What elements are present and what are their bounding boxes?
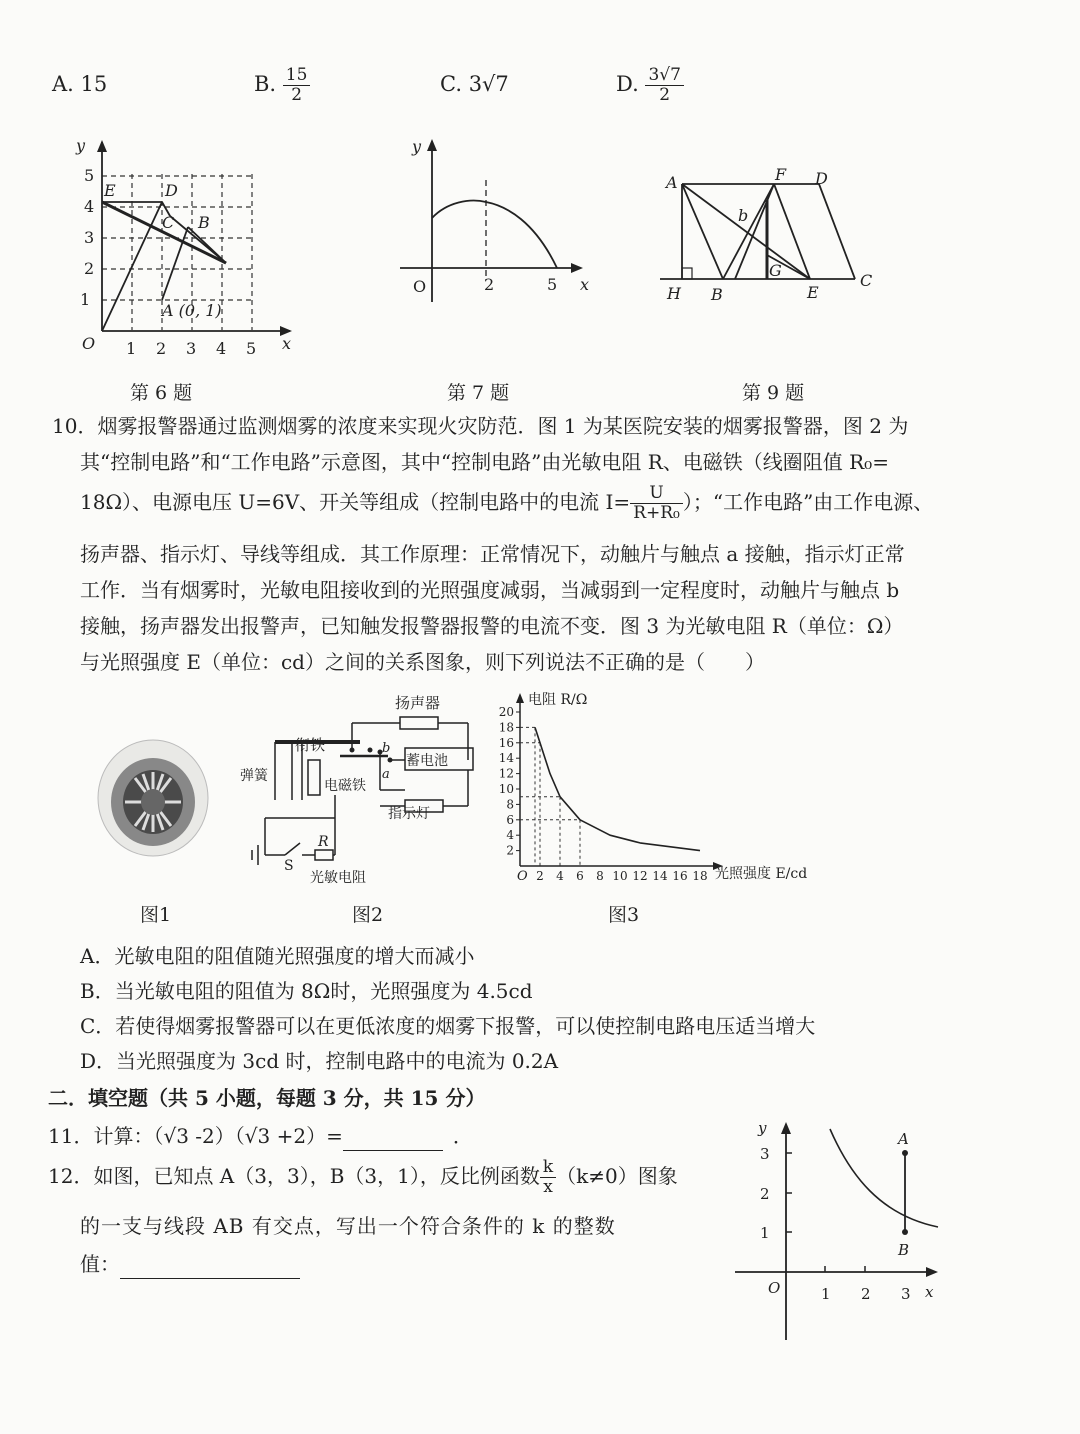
circuit-photoresistor-label: 光敏电阻 [310,870,366,886]
point-b [902,1229,908,1235]
figure-q6 [70,130,310,360]
fig3-origin: O [517,869,528,884]
fig3-ylabel: 电阻 R/Ω [528,692,588,708]
q12-answer-blank[interactable] [120,1250,300,1279]
section-title: 二．填空题（共 5 小题，每题 3 分，共 15 分） [48,1086,486,1110]
q12-ytick: 2 [760,1185,770,1203]
circuit-magnet-label: 电磁铁 [324,778,366,794]
q10-line-3: 18Ω）、电源电压 U=6V、开关等组成（控制电路中的电流 I= $\frac{U}{\text{R+R₀}}$ ）；“工作电路”由工作电源、 [80,483,934,523]
q11-answer-blank[interactable] [343,1122,443,1151]
fig3-ytick-label: 6 [506,812,514,827]
fig3-ytick-label: 4 [506,828,514,843]
resistance-light-chart [495,688,835,893]
q9-point-a: A [666,173,678,192]
option-b-fraction: $\frac{15}{2}$ [283,66,311,105]
circuit-armature-label: 衔铁 [295,736,326,754]
fig3-ytick-label: 8 [506,797,514,812]
fig3-ytick-label: 2 [506,843,514,858]
q7-curve [432,201,557,268]
q6-ytick: 3 [84,228,95,247]
circuit-switch-label: S [284,858,294,874]
point-a [902,1150,908,1156]
caption-q6: 第 6 题 [130,382,193,404]
fig3-xtick-label: 14 [652,869,668,883]
q6-xtick: 3 [186,339,197,358]
inverse-function-curve [830,1129,938,1227]
q6-xtick: 4 [216,339,227,358]
q12-line-2: 的一支与线段 AB 有交点，写出一个符合条件的 k 的整数 [80,1214,616,1238]
fig3-xtick-label: 12 [632,869,648,883]
q7-xtick: 2 [484,275,495,294]
q9-point-b: B [711,285,723,304]
q12-line-1: 12．如图，已知点 A（3，3），B（3，1），反比例函数 $\frac{k}{x}$ （k≠0）图象 [48,1157,678,1197]
q6-xtick: 2 [156,339,167,358]
q10-line-6: 接触，扬声器发出报警声，已知触发报警器报警的电流不变．图 3 为光敏电阻 R（单位：Ω） [80,614,904,638]
option-d: D. $\frac{3√7}{2}$ [616,66,684,105]
figure-q7 [395,130,605,310]
option-b: B. $\frac{15}{2}$ [254,66,310,105]
circuit-speaker-label: 扬声器 [395,694,441,712]
q7-axis-y-label: y [412,137,422,156]
fig3-ytick-label: 12 [498,766,514,781]
q12-function-fraction: $\frac{k}{x}$ [540,1158,556,1197]
q12-line-3: 值： [80,1250,300,1279]
q12-xtick: 3 [901,1285,911,1303]
fig3-ytick-label: 16 [498,735,514,750]
q9-point-d: D [815,169,828,188]
q12-label-a: A [898,1130,909,1148]
fig3-ytick-label: 20 [498,705,514,719]
caption-q9: 第 9 题 [742,382,805,404]
q7-xtick: 5 [547,275,558,294]
circuit-contact-a: a [382,767,390,782]
q9-point-c: C [860,271,873,290]
smoke-detector-image [95,730,215,860]
fig3-ytick-label: 18 [498,720,514,735]
q10-line-7: 与光照强度 E（单位：cd）之间的关系图象，则下列说法不正确的是（ ） [80,650,765,674]
q6-point-c: C [162,213,175,232]
fig3-xtick-label: 8 [596,869,604,883]
q12-ytick: 3 [760,1145,770,1163]
q10-line-1: 10．烟雾报警器通过监测烟雾的浓度来实现火灾防范．图 1 为某医院安装的烟雾报警器，图 2 为 [52,414,909,438]
caption-fig1: 图1 [140,904,172,926]
fig3-xtick-label: 10 [612,869,628,883]
q9-label-b: b [738,206,749,225]
circuit-diagram [240,690,490,890]
q12-axis-y-label: y [758,1119,767,1137]
q10-option-d: D．当光照强度为 3cd 时，控制电路中的电流为 0.2A [80,1049,559,1073]
q12-origin: O [768,1279,781,1297]
fig3-xtick-label: 16 [672,869,688,883]
circuit-contact-b: b [382,741,391,756]
fig3-ytick-label: 10 [498,782,514,796]
q10-option-a: A．光敏电阻的阻值随光照强度的增大而减小 [80,944,475,968]
q12-label-b: B [898,1241,910,1259]
q7-origin: O [413,277,427,296]
q6-ytick: 4 [84,197,95,216]
option-a: A. 15 [52,72,108,96]
q6-point-a: A (0, 1) [162,301,222,320]
q10-option-b: B．当光敏电阻的阻值为 8Ω时，光照强度为 4.5cd [80,979,533,1003]
q6-xtick: 1 [126,339,137,358]
circuit-lamp-label: 指示灯 [388,806,430,822]
option-c: C. 3√7 [440,72,509,96]
q10-option-c: C．若使得烟雾报警器可以在更低浓度的烟雾下报警，可以使控制电路电压适当增大 [80,1014,816,1038]
q9-point-f: F [775,165,787,184]
current-formula: $\frac{U}{\text{R+R₀}}$ [630,484,683,523]
caption-q7: 第 7 题 [447,382,510,404]
circuit-resistor-label: R [318,834,329,850]
q10-line-5: 工作．当有烟雾时，光敏电阻接收到的光照强度减弱，当减弱到一定程度时，动触片与触点 b [80,578,900,602]
q9-point-g: G [769,261,782,280]
q6-origin: O [82,334,96,353]
q9-point-e: E [807,283,819,302]
option-d-fraction: $\frac{3√7}{2}$ [645,66,683,105]
fig3-xtick-label: 18 [692,869,708,883]
fig3-xlabel: 光照强度 E/cd [715,866,808,882]
q6-point-b: B [198,213,210,232]
q6-axis-y-label: y [76,136,86,155]
q6-ytick: 1 [80,290,91,309]
figure-q12 [730,1115,945,1345]
q9-point-h: H [667,284,681,303]
fig3-xtick-label: 4 [556,869,564,883]
q6-ytick: 5 [84,166,95,185]
q6-point-e: E [104,181,116,200]
q10-line-4: 扬声器、指示灯、导线等组成．其工作原理：正常情况下，动触片与触点 a 接触，指示灯正常 [80,542,905,566]
caption-fig2: 图2 [352,904,384,926]
fig3-xtick-label: 2 [536,869,544,883]
fig3-curve [535,727,700,850]
circuit-battery-label: 蓄电池 [406,753,448,769]
q10-line-2: 其“控制电路”和“工作电路”示意图，其中“控制电路”由光敏电阻 R、电磁铁（线圈阻值 R₀= [80,450,889,474]
caption-fig3: 图3 [608,904,640,926]
q6-ytick: 2 [84,259,95,278]
q12-xtick: 1 [821,1285,831,1303]
q12-xtick: 2 [861,1285,871,1303]
q12-axis-x-label: x [925,1283,934,1301]
q6-axis-x-label: x [282,334,292,353]
q7-axis-x-label: x [580,275,590,294]
q6-point-d: D [165,181,178,200]
q12-ytick: 1 [760,1224,770,1242]
figure-q9 [655,160,880,310]
q11: 11．计算：（√3 -2）（√3 +2）= ． [48,1122,473,1151]
fig3-ytick-label: 14 [498,751,514,766]
circuit-spring-label: 弹簧 [240,768,268,784]
fig3-xtick-label: 6 [576,869,584,883]
q6-xtick: 5 [246,339,257,358]
